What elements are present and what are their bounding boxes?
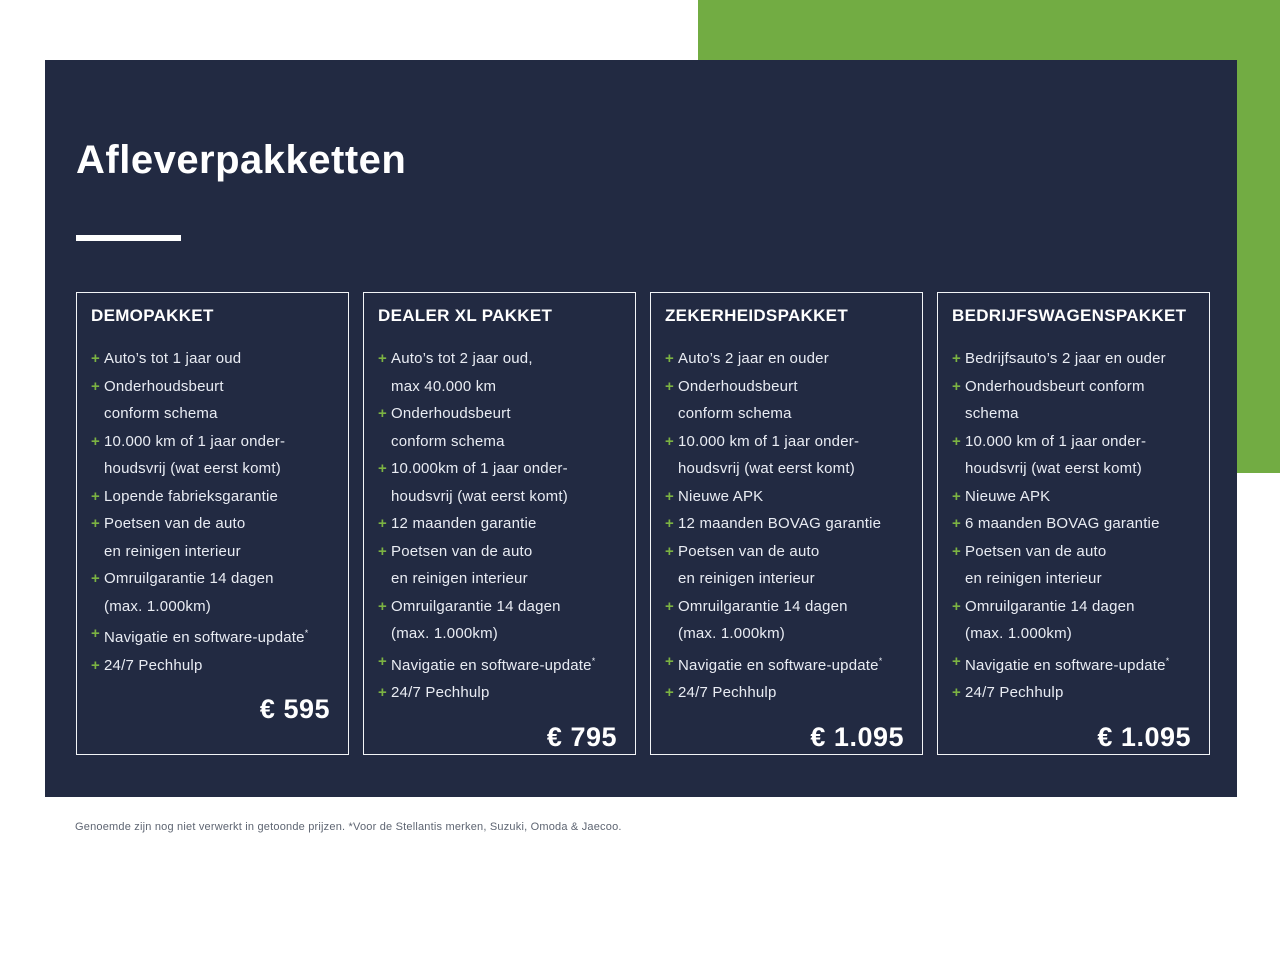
- feature-item: [91, 345, 334, 373]
- feature-line: Poetsen van de auto: [965, 542, 1107, 560]
- page-title: Afleverpakketten: [76, 138, 407, 182]
- feature-item: [665, 648, 908, 680]
- feature-item: [952, 593, 1195, 648]
- feature-text: [104, 428, 334, 483]
- feature-text: [391, 538, 621, 593]
- feature-line: en reinigen interieur: [391, 570, 528, 587]
- feature-item: [91, 652, 334, 680]
- feature-line: Navigatie en software-update*: [678, 655, 883, 674]
- feature-item: [378, 455, 621, 510]
- package-name: DEALER XL PAKKET: [378, 306, 553, 325]
- plus-icon: +: [378, 652, 387, 670]
- feature-line: (max. 1.000km): [678, 625, 785, 642]
- asterisk-note: *: [304, 628, 309, 638]
- package-price: € 595: [259, 694, 330, 724]
- plus-icon: +: [665, 350, 674, 367]
- plus-icon: +: [952, 432, 961, 450]
- plus-icon: +: [378, 542, 387, 560]
- package-name: DEMOPAKKET: [91, 306, 214, 325]
- feature-line: 12 maanden BOVAG garantie: [678, 515, 882, 532]
- feature-item: [952, 510, 1195, 538]
- feature-list: [378, 345, 621, 707]
- feature-item: [91, 620, 334, 652]
- feature-text: [678, 538, 908, 593]
- feature-item: [665, 538, 908, 593]
- feature-item: [952, 538, 1195, 593]
- feature-item: [665, 428, 908, 483]
- plus-icon: +: [91, 656, 100, 674]
- feature-line: 24/7 Pechhulp: [678, 684, 777, 701]
- feature-item: [378, 510, 621, 538]
- feature-item: [378, 593, 621, 648]
- feature-line: (max. 1.000km): [965, 625, 1072, 642]
- feature-text: [678, 428, 908, 483]
- feature-text: [104, 483, 334, 511]
- asterisk-note: *: [591, 655, 596, 666]
- feature-text: [678, 373, 908, 428]
- feature-item: [378, 648, 621, 680]
- plus-icon: +: [952, 542, 961, 560]
- plus-icon: +: [91, 625, 100, 642]
- feature-text: [391, 679, 621, 707]
- feature-item: [952, 345, 1195, 373]
- feature-line: Onderhoudsbeurt conform: [965, 377, 1145, 395]
- plus-icon: +: [665, 652, 674, 670]
- feature-line: max 40.000 km: [391, 377, 497, 395]
- plus-icon: +: [952, 684, 961, 701]
- feature-text: [965, 373, 1195, 428]
- package-card: [363, 292, 636, 755]
- feature-text: [391, 593, 621, 648]
- feature-text: [391, 455, 621, 510]
- feature-item: [952, 428, 1195, 483]
- asterisk-note: *: [878, 655, 883, 666]
- plus-icon: +: [952, 350, 961, 367]
- plus-icon: +: [91, 515, 100, 532]
- feature-line: 10.000km of 1 jaar onder-: [391, 460, 568, 477]
- feature-line: Omruilgarantie 14 dagen: [391, 597, 561, 615]
- feature-line: Poetsen van de auto: [104, 515, 246, 532]
- feature-line: 10.000 km of 1 jaar onder-: [965, 432, 1147, 450]
- feature-item: [378, 679, 621, 707]
- feature-item: [378, 538, 621, 593]
- feature-line: Onderhoudsbeurt: [104, 377, 224, 395]
- feature-item: [952, 648, 1195, 680]
- feature-line: Navigatie en software-update*: [104, 628, 309, 646]
- package-name: ZEKERHEIDSPAKKET: [665, 306, 849, 325]
- title-underline: [76, 235, 181, 241]
- plus-icon: +: [378, 460, 387, 477]
- feature-item: [91, 510, 334, 565]
- plus-icon: +: [91, 432, 100, 450]
- feature-line: Nieuwe APK: [678, 487, 764, 505]
- feature-text: [678, 593, 908, 648]
- feature-text: [965, 538, 1195, 593]
- plus-icon: +: [665, 684, 674, 701]
- feature-list: [665, 345, 908, 707]
- plus-icon: +: [952, 515, 961, 532]
- package-price: € 795: [546, 721, 617, 752]
- feature-text: [965, 648, 1195, 680]
- plus-icon: +: [952, 487, 961, 505]
- feature-text: [965, 679, 1195, 707]
- feature-text: [104, 373, 334, 428]
- plus-icon: +: [91, 377, 100, 395]
- feature-line: schema: [965, 405, 1019, 422]
- feature-line: 24/7 Pechhulp: [104, 656, 203, 674]
- plus-icon: +: [91, 350, 100, 367]
- feature-line: Auto’s tot 1 jaar oud: [104, 350, 242, 367]
- package-price: € 1.095: [1097, 721, 1191, 752]
- feature-list: [91, 345, 334, 679]
- feature-item: [665, 679, 908, 707]
- plus-icon: +: [378, 597, 387, 615]
- feature-item: [91, 483, 334, 511]
- feature-text: [391, 510, 621, 538]
- feature-line: Onderhoudsbeurt: [391, 405, 511, 422]
- feature-text: [391, 345, 621, 400]
- plus-icon: +: [665, 432, 674, 450]
- feature-line: en reinigen interieur: [965, 570, 1102, 587]
- feature-line: 6 maanden BOVAG garantie: [965, 515, 1160, 532]
- feature-line: houdsvrij (wat eerst komt): [965, 460, 1142, 477]
- footnote: Genoemde zijn nog niet verwerkt in getoonde prijzen. *Voor de Stellantis merken, Suzuki, Omoda & Jaecoo.: [75, 821, 622, 833]
- package-price: € 1.095: [810, 721, 904, 752]
- feature-line: conform schema: [104, 405, 218, 422]
- package-cards: [76, 292, 1210, 755]
- plus-icon: +: [665, 487, 674, 505]
- feature-item: [665, 593, 908, 648]
- plus-icon: +: [378, 684, 387, 701]
- feature-text: [104, 510, 334, 565]
- feature-line: Poetsen van de auto: [391, 542, 533, 560]
- feature-line: en reinigen interieur: [678, 570, 815, 587]
- package-name: BEDRIJFSWAGENSPAKKET: [952, 306, 1187, 325]
- package-card: [937, 292, 1210, 755]
- plus-icon: +: [378, 515, 387, 532]
- feature-text: [104, 620, 334, 652]
- feature-text: [965, 345, 1195, 373]
- feature-line: Onderhoudsbeurt: [678, 377, 798, 395]
- feature-line: (max. 1.000km): [391, 625, 498, 642]
- feature-item: [91, 373, 334, 428]
- feature-item: [378, 400, 621, 455]
- feature-item: [665, 483, 908, 511]
- plus-icon: +: [378, 405, 387, 422]
- feature-line: Nieuwe APK: [965, 487, 1051, 505]
- plus-icon: +: [952, 597, 961, 615]
- feature-line: houdsvrij (wat eerst komt): [678, 460, 855, 477]
- feature-line: Auto’s 2 jaar en ouder: [678, 350, 829, 367]
- feature-text: [104, 565, 334, 620]
- feature-item: [91, 428, 334, 483]
- feature-item: [952, 679, 1195, 707]
- feature-text: [965, 428, 1195, 483]
- feature-text: [965, 593, 1195, 648]
- feature-line: houdsvrij (wat eerst komt): [391, 487, 568, 505]
- feature-text: [104, 345, 334, 373]
- feature-item: [91, 565, 334, 620]
- plus-icon: +: [91, 487, 100, 505]
- feature-text: [965, 483, 1195, 511]
- feature-text: [678, 510, 908, 538]
- feature-text: [965, 510, 1195, 538]
- feature-line: Omruilgarantie 14 dagen: [965, 597, 1135, 615]
- feature-line: Omruilgarantie 14 dagen: [104, 570, 274, 587]
- feature-line: Navigatie en software-update*: [391, 655, 596, 674]
- feature-line: 10.000 km of 1 jaar onder-: [104, 432, 286, 450]
- feature-item: [378, 345, 621, 400]
- feature-text: [678, 483, 908, 511]
- feature-line: 10.000 km of 1 jaar onder-: [678, 432, 860, 450]
- plus-icon: +: [952, 377, 961, 395]
- feature-line: 12 maanden garantie: [391, 515, 537, 532]
- feature-text: [391, 400, 621, 455]
- feature-line: Auto’s tot 2 jaar oud,: [391, 350, 533, 367]
- feature-item: [665, 345, 908, 373]
- plus-icon: +: [665, 377, 674, 395]
- plus-icon: +: [952, 652, 961, 670]
- plus-icon: +: [665, 515, 674, 532]
- feature-line: (max. 1.000km): [104, 597, 211, 615]
- feature-line: 24/7 Pechhulp: [391, 684, 490, 701]
- feature-text: [678, 648, 908, 680]
- package-card: [650, 292, 923, 755]
- feature-line: conform schema: [678, 405, 792, 422]
- package-card: [76, 292, 349, 755]
- feature-line: Poetsen van de auto: [678, 542, 820, 560]
- feature-text: [678, 345, 908, 373]
- plus-icon: +: [91, 570, 100, 587]
- asterisk-note: *: [1165, 655, 1170, 666]
- feature-line: 24/7 Pechhulp: [965, 684, 1064, 701]
- packages-panel: [45, 60, 1237, 797]
- feature-item: [952, 373, 1195, 428]
- feature-line: houdsvrij (wat eerst komt): [104, 460, 281, 477]
- feature-item: [665, 510, 908, 538]
- feature-line: Lopende fabrieksgarantie: [104, 487, 279, 505]
- feature-line: Navigatie en software-update*: [965, 655, 1170, 674]
- feature-item: [665, 373, 908, 428]
- plus-icon: +: [378, 350, 387, 367]
- plus-icon: +: [665, 542, 674, 560]
- feature-line: en reinigen interieur: [104, 542, 241, 560]
- feature-text: [104, 652, 334, 680]
- feature-line: Bedrijfsauto’s 2 jaar en ouder: [965, 350, 1166, 367]
- feature-line: conform schema: [391, 432, 505, 450]
- feature-text: [678, 679, 908, 707]
- feature-list: [952, 345, 1195, 707]
- feature-item: [952, 483, 1195, 511]
- feature-line: Omruilgarantie 14 dagen: [678, 597, 848, 615]
- feature-text: [391, 648, 621, 680]
- plus-icon: +: [665, 597, 674, 615]
